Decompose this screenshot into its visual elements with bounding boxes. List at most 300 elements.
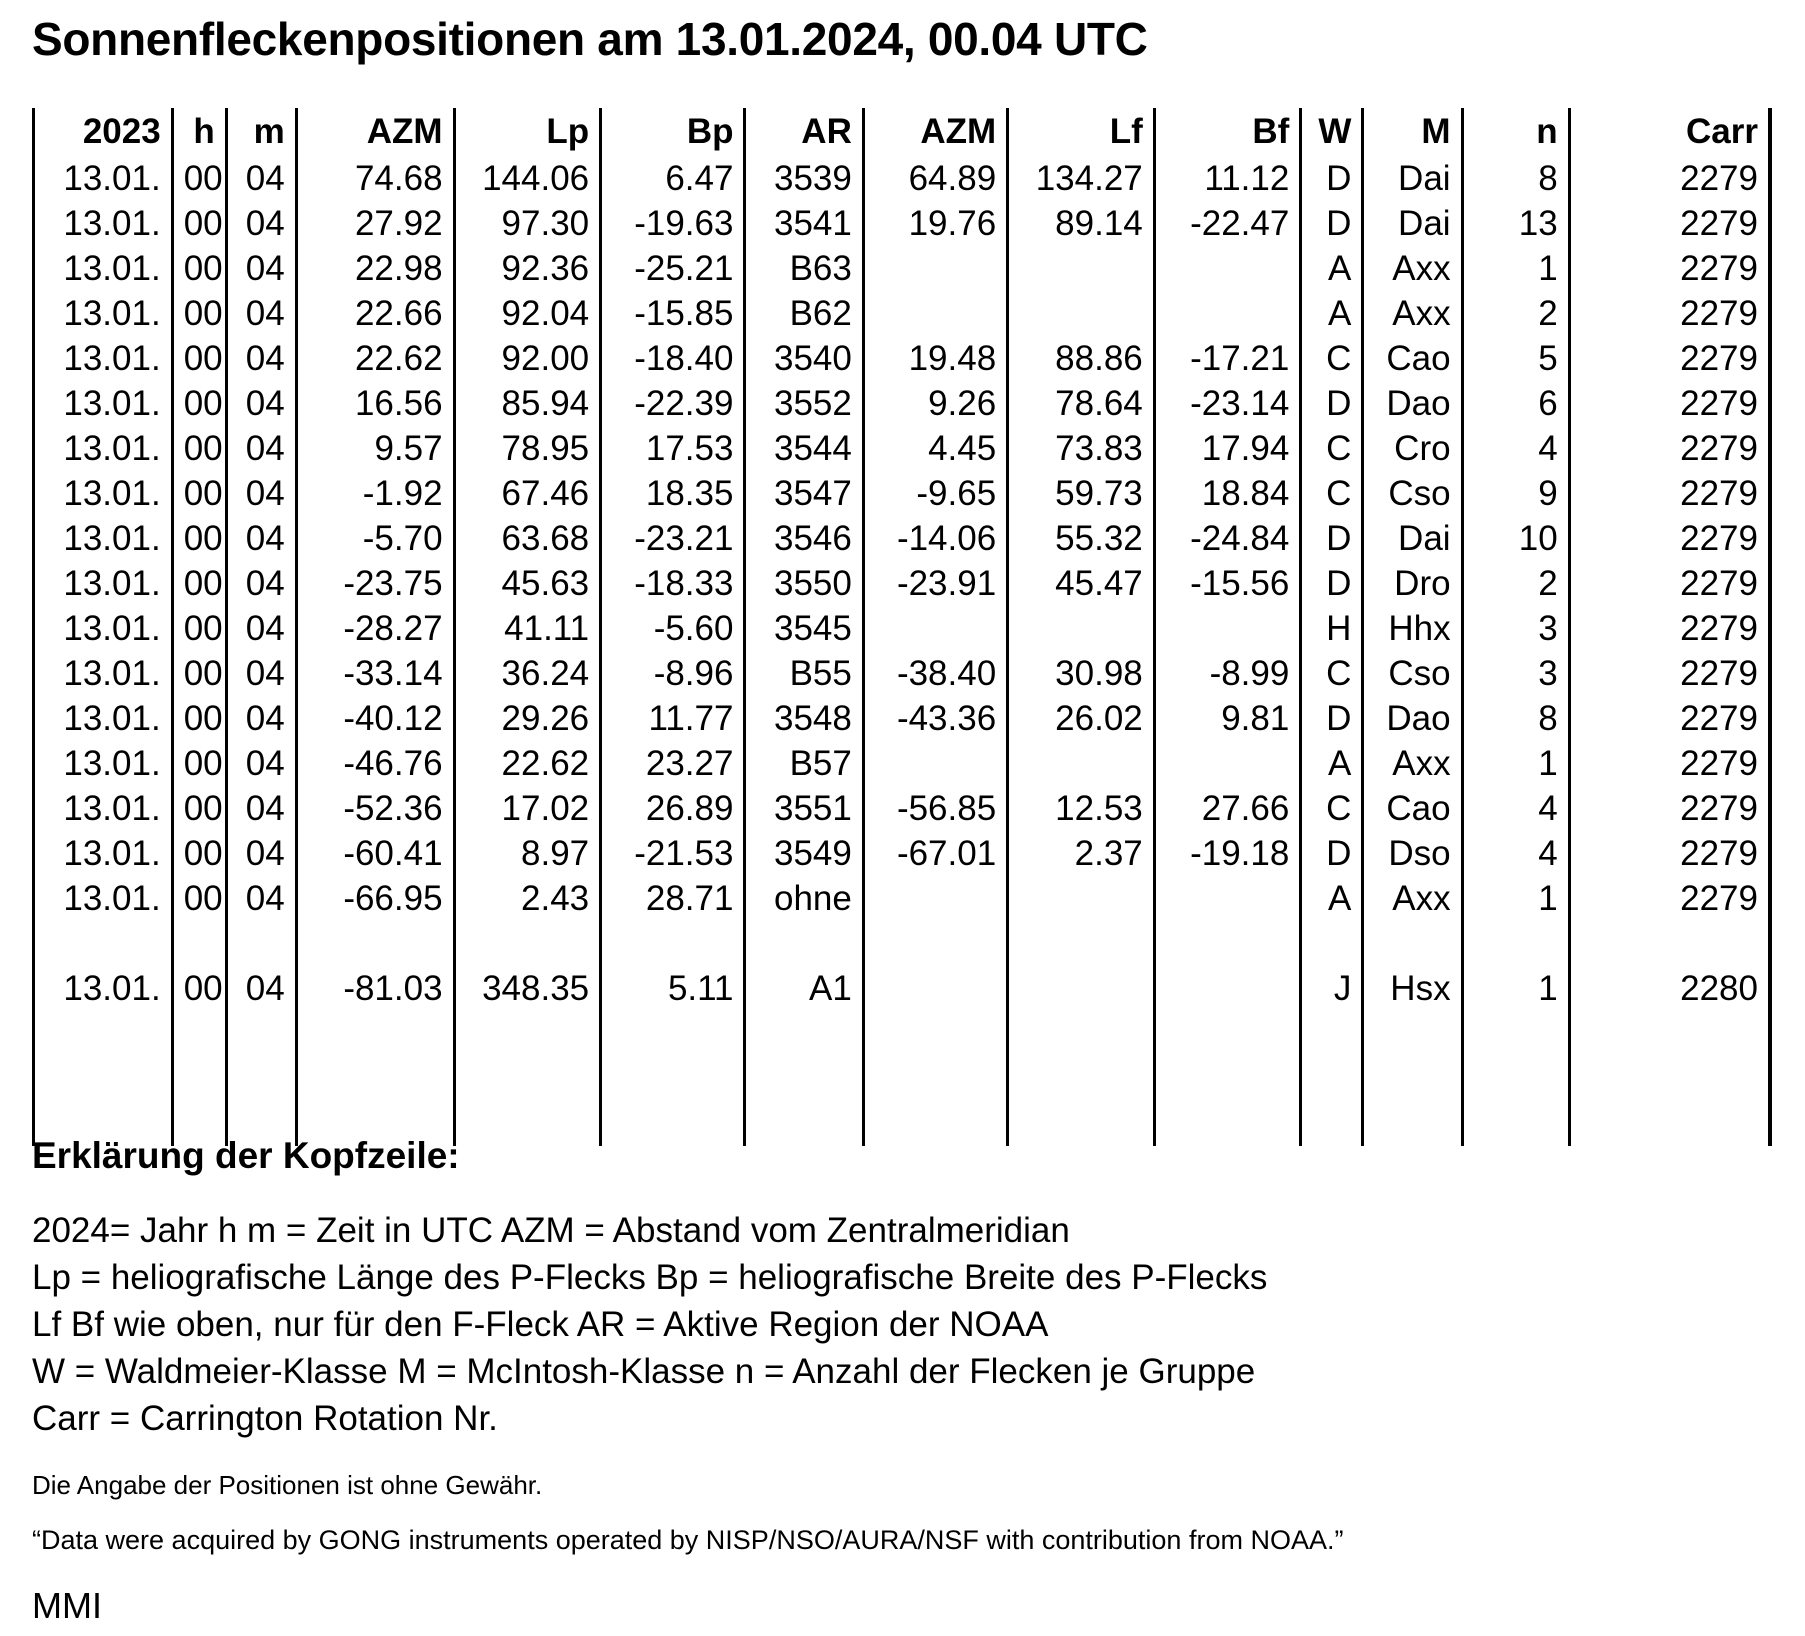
- cell-ar: [745, 1056, 863, 1101]
- cell-lf: 59.73: [1008, 471, 1155, 516]
- table-row: [34, 741, 1771, 786]
- cell-hour: 00: [172, 471, 226, 516]
- cell-lp: 92.36: [454, 246, 601, 291]
- cell-ar: 3540: [745, 336, 863, 381]
- cell-ar: 3539: [745, 156, 863, 201]
- table-row: [34, 471, 1771, 516]
- table-row: [34, 876, 1771, 921]
- cell-azm-f: -56.85: [863, 786, 1007, 831]
- cell-carrington: [1569, 921, 1770, 966]
- table-row: [34, 426, 1771, 471]
- cell-minute: 04: [226, 336, 296, 381]
- warranty-note: Die Angabe der Positionen ist ohne Gewähr.: [32, 1470, 543, 1500]
- cell-bp: 5.11: [601, 966, 745, 1011]
- cell-ar: 3545: [745, 606, 863, 651]
- cell-bp: -8.96: [601, 651, 745, 696]
- cell-mcintosh: Cro: [1363, 426, 1462, 471]
- cell-mcintosh: Cao: [1363, 786, 1462, 831]
- cell-count: 8: [1462, 156, 1569, 201]
- cell-count: [1462, 1101, 1569, 1146]
- cell-azm-p: -28.27: [296, 606, 454, 651]
- cell-bf: [1154, 966, 1301, 1011]
- cell-bf: 11.12: [1154, 156, 1301, 201]
- cell-count: 1: [1462, 876, 1569, 921]
- cell-carrington: 2279: [1569, 651, 1770, 696]
- cell-azm-p: 22.62: [296, 336, 454, 381]
- cell-carrington: 2279: [1569, 381, 1770, 426]
- cell-carrington: 2279: [1569, 831, 1770, 876]
- cell-ar: 3548: [745, 696, 863, 741]
- cell-ar: 3541: [745, 201, 863, 246]
- cell-hour: 00: [172, 741, 226, 786]
- cell-azm-f: [863, 876, 1007, 921]
- cell-count: [1462, 1011, 1569, 1056]
- cell-bp: -25.21: [601, 246, 745, 291]
- cell-lp: 92.00: [454, 336, 601, 381]
- cell-azm-p: -33.14: [296, 651, 454, 696]
- cell-count: 2: [1462, 291, 1569, 336]
- cell-carrington: 2279: [1569, 876, 1770, 921]
- cell-ar: ohne: [745, 876, 863, 921]
- cell-date: 13.01.: [34, 831, 173, 876]
- cell-azm-f: [863, 291, 1007, 336]
- cell-date: 13.01.: [34, 471, 173, 516]
- cell-minute: 04: [226, 426, 296, 471]
- cell-minute: [226, 1011, 296, 1056]
- col-header-carrington: Carr: [1569, 108, 1770, 156]
- cell-azm-p: 74.68: [296, 156, 454, 201]
- table-row: [34, 966, 1771, 1011]
- cell-hour: 00: [172, 696, 226, 741]
- table-row: [34, 1011, 1771, 1056]
- cell-azm-p: 9.57: [296, 426, 454, 471]
- cell-mcintosh: Dai: [1363, 516, 1462, 561]
- col-header-count: n: [1462, 108, 1569, 156]
- cell-lf: [1008, 1101, 1155, 1146]
- cell-carrington: [1569, 1056, 1770, 1101]
- cell-lf: [1008, 1056, 1155, 1101]
- cell-bp: 23.27: [601, 741, 745, 786]
- cell-carrington: 2279: [1569, 471, 1770, 516]
- cell-lf: [1008, 1011, 1155, 1056]
- cell-azm-f: [863, 606, 1007, 651]
- cell-azm-p: -1.92: [296, 471, 454, 516]
- cell-bp: 28.71: [601, 876, 745, 921]
- cell-bf: -15.56: [1154, 561, 1301, 606]
- col-header-ar: AR: [745, 108, 863, 156]
- cell-minute: 04: [226, 471, 296, 516]
- cell-bp: [601, 921, 745, 966]
- cell-date: 13.01.: [34, 201, 173, 246]
- cell-waldmeier: J: [1301, 966, 1363, 1011]
- cell-waldmeier: H: [1301, 606, 1363, 651]
- cell-date: 13.01.: [34, 246, 173, 291]
- cell-carrington: 2279: [1569, 201, 1770, 246]
- cell-minute: [226, 1056, 296, 1101]
- cell-azm-f: 9.26: [863, 381, 1007, 426]
- cell-minute: 04: [226, 516, 296, 561]
- cell-mcintosh: Dso: [1363, 831, 1462, 876]
- col-header-hour: h: [172, 108, 226, 156]
- table-row: [34, 336, 1771, 381]
- cell-carrington: 2279: [1569, 516, 1770, 561]
- cell-ar: B57: [745, 741, 863, 786]
- cell-lf: [1008, 741, 1155, 786]
- cell-count: 4: [1462, 786, 1569, 831]
- cell-bf: 9.81: [1154, 696, 1301, 741]
- cell-hour: 00: [172, 876, 226, 921]
- cell-bf: 27.66: [1154, 786, 1301, 831]
- cell-azm-f: [863, 1011, 1007, 1056]
- cell-lf: 88.86: [1008, 336, 1155, 381]
- cell-lp: 41.11: [454, 606, 601, 651]
- cell-lp: 97.30: [454, 201, 601, 246]
- cell-lp: [454, 921, 601, 966]
- cell-hour: 00: [172, 336, 226, 381]
- cell-bf: -17.21: [1154, 336, 1301, 381]
- cell-mcintosh: [1363, 1056, 1462, 1101]
- sunspot-positions-table: [32, 108, 1772, 1146]
- author-signature: MMI: [32, 1585, 102, 1626]
- table-body: [34, 156, 1771, 1146]
- cell-date: [34, 921, 173, 966]
- cell-lf: [1008, 291, 1155, 336]
- table-header-row: [34, 108, 1771, 156]
- table-row: [34, 786, 1771, 831]
- cell-minute: 04: [226, 651, 296, 696]
- cell-bf: [1154, 291, 1301, 336]
- cell-count: 2: [1462, 561, 1569, 606]
- table-row: [34, 516, 1771, 561]
- cell-mcintosh: Dao: [1363, 696, 1462, 741]
- cell-azm-f: [863, 1101, 1007, 1146]
- cell-hour: 00: [172, 201, 226, 246]
- cell-azm-p: -23.75: [296, 561, 454, 606]
- cell-minute: 04: [226, 741, 296, 786]
- cell-carrington: 2279: [1569, 741, 1770, 786]
- cell-lf: 12.53: [1008, 786, 1155, 831]
- cell-mcintosh: [1363, 1101, 1462, 1146]
- cell-bp: 11.77: [601, 696, 745, 741]
- col-header-minute: m: [226, 108, 296, 156]
- cell-date: 13.01.: [34, 516, 173, 561]
- cell-bf: 17.94: [1154, 426, 1301, 471]
- cell-carrington: 2279: [1569, 336, 1770, 381]
- cell-azm-p: 22.98: [296, 246, 454, 291]
- cell-bf: -22.47: [1154, 201, 1301, 246]
- cell-waldmeier: C: [1301, 336, 1363, 381]
- cell-lp: 36.24: [454, 651, 601, 696]
- cell-azm-f: [863, 966, 1007, 1011]
- cell-azm-f: 19.76: [863, 201, 1007, 246]
- cell-mcintosh: Hhx: [1363, 606, 1462, 651]
- table-row: [34, 606, 1771, 651]
- cell-bp: 17.53: [601, 426, 745, 471]
- cell-bf: [1154, 1011, 1301, 1056]
- cell-azm-f: [863, 246, 1007, 291]
- cell-bp: 6.47: [601, 156, 745, 201]
- cell-waldmeier: C: [1301, 471, 1363, 516]
- cell-ar: 3549: [745, 831, 863, 876]
- cell-minute: 04: [226, 876, 296, 921]
- cell-azm-f: [863, 1056, 1007, 1101]
- legend-line-lf-bf-ar: Lf Bf wie oben, nur für den F-Fleck AR = Aktive Region der NOAA: [32, 1305, 1049, 1344]
- cell-mcintosh: [1363, 921, 1462, 966]
- cell-lf: 134.27: [1008, 156, 1155, 201]
- cell-azm-f: [863, 921, 1007, 966]
- cell-carrington: 2279: [1569, 291, 1770, 336]
- cell-minute: 04: [226, 291, 296, 336]
- cell-count: 1: [1462, 741, 1569, 786]
- cell-waldmeier: D: [1301, 696, 1363, 741]
- cell-date: 13.01.: [34, 336, 173, 381]
- cell-mcintosh: Dro: [1363, 561, 1462, 606]
- page-title: Sonnenfleckenpositionen am 13.01.2024, 00.04 UTC: [32, 13, 1148, 65]
- cell-bf: [1154, 741, 1301, 786]
- cell-waldmeier: C: [1301, 786, 1363, 831]
- cell-minute: [226, 921, 296, 966]
- cell-carrington: [1569, 1101, 1770, 1146]
- cell-minute: 04: [226, 966, 296, 1011]
- cell-azm-p: -81.03: [296, 966, 454, 1011]
- cell-hour: 00: [172, 291, 226, 336]
- cell-hour: 00: [172, 516, 226, 561]
- cell-waldmeier: D: [1301, 561, 1363, 606]
- cell-azm-p: 22.66: [296, 291, 454, 336]
- cell-ar: A1: [745, 966, 863, 1011]
- cell-bf: [1154, 606, 1301, 651]
- table-row: [34, 156, 1771, 201]
- cell-bp: -22.39: [601, 381, 745, 426]
- cell-ar: [745, 921, 863, 966]
- cell-waldmeier: C: [1301, 651, 1363, 696]
- cell-waldmeier: [1301, 1101, 1363, 1146]
- cell-ar: B62: [745, 291, 863, 336]
- cell-azm-f: -38.40: [863, 651, 1007, 696]
- cell-hour: [172, 1011, 226, 1056]
- cell-date: [34, 1056, 173, 1101]
- cell-date: 13.01.: [34, 606, 173, 651]
- cell-count: 6: [1462, 381, 1569, 426]
- cell-azm-p: [296, 1056, 454, 1101]
- cell-azm-f: -67.01: [863, 831, 1007, 876]
- col-header-bp: Bp: [601, 108, 745, 156]
- cell-bp: -19.63: [601, 201, 745, 246]
- cell-lp: 85.94: [454, 381, 601, 426]
- table-row: [34, 921, 1771, 966]
- cell-ar: 3546: [745, 516, 863, 561]
- cell-lf: 78.64: [1008, 381, 1155, 426]
- cell-lp: [454, 1101, 601, 1146]
- table-row: [34, 291, 1771, 336]
- col-header-mcintosh: M: [1363, 108, 1462, 156]
- table-row: [34, 246, 1771, 291]
- cell-waldmeier: D: [1301, 156, 1363, 201]
- cell-lf: 26.02: [1008, 696, 1155, 741]
- cell-mcintosh: [1363, 1011, 1462, 1056]
- cell-date: 13.01.: [34, 696, 173, 741]
- cell-lf: [1008, 921, 1155, 966]
- cell-bf: [1154, 876, 1301, 921]
- cell-azm-p: -66.95: [296, 876, 454, 921]
- cell-hour: [172, 921, 226, 966]
- cell-lf: 55.32: [1008, 516, 1155, 561]
- cell-date: 13.01.: [34, 381, 173, 426]
- cell-bf: -19.18: [1154, 831, 1301, 876]
- table-row: [34, 561, 1771, 606]
- legend-heading: Erklärung der Kopfzeile:: [32, 1135, 460, 1176]
- cell-carrington: 2279: [1569, 561, 1770, 606]
- cell-mcintosh: Cao: [1363, 336, 1462, 381]
- cell-ar: B63: [745, 246, 863, 291]
- cell-carrington: 2280: [1569, 966, 1770, 1011]
- cell-hour: 00: [172, 831, 226, 876]
- cell-lf: [1008, 966, 1155, 1011]
- cell-lf: 30.98: [1008, 651, 1155, 696]
- cell-lp: 144.06: [454, 156, 601, 201]
- cell-minute: 04: [226, 246, 296, 291]
- cell-count: [1462, 1056, 1569, 1101]
- cell-date: 13.01.: [34, 561, 173, 606]
- cell-bf: -24.84: [1154, 516, 1301, 561]
- cell-bp: -21.53: [601, 831, 745, 876]
- cell-date: 13.01.: [34, 966, 173, 1011]
- cell-ar: 3552: [745, 381, 863, 426]
- cell-mcintosh: Hsx: [1363, 966, 1462, 1011]
- cell-mcintosh: Axx: [1363, 291, 1462, 336]
- col-header-azm-f: AZM: [863, 108, 1007, 156]
- cell-count: 4: [1462, 426, 1569, 471]
- table-row: [34, 651, 1771, 696]
- cell-hour: 00: [172, 786, 226, 831]
- cell-date: 13.01.: [34, 876, 173, 921]
- cell-count: 10: [1462, 516, 1569, 561]
- cell-lf: [1008, 246, 1155, 291]
- cell-azm-f: [863, 741, 1007, 786]
- cell-date: 13.01.: [34, 426, 173, 471]
- cell-hour: 00: [172, 606, 226, 651]
- cell-lp: 2.43: [454, 876, 601, 921]
- data-credit-note: “Data were acquired by GONG instruments operated by NISP/NSO/AURA/NSF with contribution from NOAA.”: [32, 1525, 1344, 1555]
- cell-hour: 00: [172, 246, 226, 291]
- cell-minute: 04: [226, 786, 296, 831]
- cell-azm-f: -43.36: [863, 696, 1007, 741]
- cell-waldmeier: A: [1301, 291, 1363, 336]
- cell-ar: 3544: [745, 426, 863, 471]
- cell-mcintosh: Dao: [1363, 381, 1462, 426]
- cell-mcintosh: Cso: [1363, 651, 1462, 696]
- cell-ar: [745, 1101, 863, 1146]
- cell-minute: 04: [226, 696, 296, 741]
- cell-carrington: 2279: [1569, 606, 1770, 651]
- cell-waldmeier: A: [1301, 246, 1363, 291]
- cell-lp: 8.97: [454, 831, 601, 876]
- legend-line-lp-bp: Lp = heliografische Länge des P-Flecks Bp = heliografische Breite des P-Flecks: [32, 1258, 1268, 1297]
- cell-waldmeier: A: [1301, 876, 1363, 921]
- cell-azm-p: -5.70: [296, 516, 454, 561]
- cell-count: 4: [1462, 831, 1569, 876]
- cell-azm-p: -52.36: [296, 786, 454, 831]
- cell-bp: -18.33: [601, 561, 745, 606]
- legend-line-w-m-n: W = Waldmeier-Klasse M = McIntosh-Klasse n = Anzahl der Flecken je Gruppe: [32, 1352, 1256, 1391]
- table-row: [34, 1056, 1771, 1101]
- cell-date: 13.01.: [34, 156, 173, 201]
- cell-azm-f: 19.48: [863, 336, 1007, 381]
- cell-hour: 00: [172, 561, 226, 606]
- cell-waldmeier: D: [1301, 201, 1363, 246]
- col-header-lf: Lf: [1008, 108, 1155, 156]
- cell-waldmeier: [1301, 1011, 1363, 1056]
- cell-lf: 2.37: [1008, 831, 1155, 876]
- cell-bf: [1154, 1056, 1301, 1101]
- cell-bf: [1154, 921, 1301, 966]
- sunspot-table-container: [32, 108, 1772, 1146]
- col-header-bf: Bf: [1154, 108, 1301, 156]
- cell-azm-f: 64.89: [863, 156, 1007, 201]
- cell-lf: 73.83: [1008, 426, 1155, 471]
- cell-date: [34, 1011, 173, 1056]
- cell-bf: -23.14: [1154, 381, 1301, 426]
- cell-azm-f: -23.91: [863, 561, 1007, 606]
- cell-bp: -23.21: [601, 516, 745, 561]
- cell-carrington: 2279: [1569, 156, 1770, 201]
- cell-mcintosh: Dai: [1363, 156, 1462, 201]
- cell-bp: [601, 1101, 745, 1146]
- cell-waldmeier: A: [1301, 741, 1363, 786]
- cell-count: 13: [1462, 201, 1569, 246]
- table-row: [34, 201, 1771, 246]
- cell-lf: 89.14: [1008, 201, 1155, 246]
- cell-lp: 67.46: [454, 471, 601, 516]
- cell-ar: B55: [745, 651, 863, 696]
- table-header: [34, 108, 1771, 156]
- cell-lp: 17.02: [454, 786, 601, 831]
- cell-azm-f: -9.65: [863, 471, 1007, 516]
- cell-mcintosh: Axx: [1363, 876, 1462, 921]
- legend-line-year-time-azm: 2024= Jahr h m = Zeit in UTC AZM = Abstand vom Zentralmeridian: [32, 1211, 1070, 1250]
- cell-waldmeier: [1301, 1056, 1363, 1101]
- cell-mcintosh: Dai: [1363, 201, 1462, 246]
- cell-azm-f: 4.45: [863, 426, 1007, 471]
- cell-waldmeier: [1301, 921, 1363, 966]
- cell-bp: 26.89: [601, 786, 745, 831]
- cell-waldmeier: D: [1301, 516, 1363, 561]
- col-header-year: 2023: [34, 108, 173, 156]
- cell-waldmeier: D: [1301, 381, 1363, 426]
- cell-hour: 00: [172, 156, 226, 201]
- cell-lp: 45.63: [454, 561, 601, 606]
- cell-azm-p: -46.76: [296, 741, 454, 786]
- cell-carrington: 2279: [1569, 786, 1770, 831]
- cell-minute: 04: [226, 156, 296, 201]
- cell-ar: 3547: [745, 471, 863, 516]
- col-header-lp: Lp: [454, 108, 601, 156]
- cell-bp: [601, 1056, 745, 1101]
- cell-count: 1: [1462, 246, 1569, 291]
- cell-carrington: [1569, 1011, 1770, 1056]
- cell-count: 3: [1462, 606, 1569, 651]
- cell-count: 3: [1462, 651, 1569, 696]
- cell-carrington: 2279: [1569, 426, 1770, 471]
- cell-minute: 04: [226, 606, 296, 651]
- cell-mcintosh: Cso: [1363, 471, 1462, 516]
- cell-azm-f: -14.06: [863, 516, 1007, 561]
- cell-lf: [1008, 876, 1155, 921]
- cell-bf: [1154, 1101, 1301, 1146]
- cell-minute: 04: [226, 201, 296, 246]
- cell-hour: 00: [172, 966, 226, 1011]
- cell-lf: [1008, 606, 1155, 651]
